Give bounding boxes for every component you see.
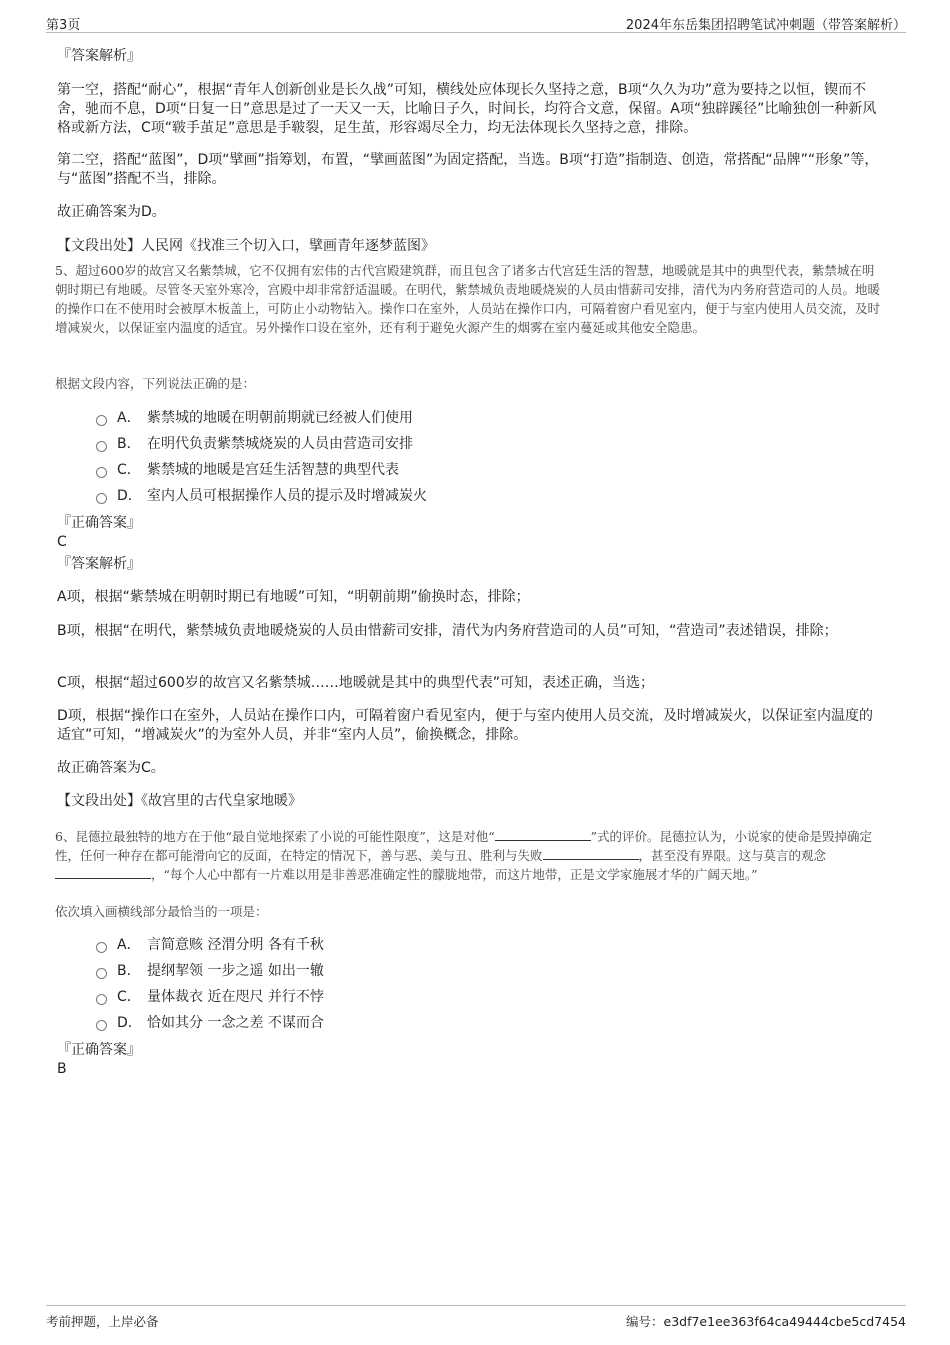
radio-icon[interactable] bbox=[96, 467, 107, 478]
question-text: 5、超过600岁的故宫又名紫禁城，它不仅拥有宏伟的古代宫殿建筑群，而且包含了诸多古代宫廷生活的智慧，地暖就是其中的典型代表，紫禁城在明朝时期已有地暖。尽管冬天室外寒冷，宫殿中却非常舒适温暖。在明代，紫禁城负责地暖烧炭的人员由惜薪司安排，清代为内务府营造司的人员。地暖的操作口在不使用时会被厚木板盖上，可防止小动物钻入。操作口在室外，人员站在操作口内，可隔着窗户看见室内，便于与室内使用人员交流，及时增减炭火，以保证室内温度的适宜。另外操作口设在室外，还有利于避免火源产生的烟雾在室内蔓延或其他安全隐患。 bbox=[55, 263, 881, 335]
answer-label: 『正确答案』 bbox=[57, 1042, 141, 1058]
option-c[interactable]: C． 量体裁衣 近在咫尺 并行不悖 bbox=[96, 986, 324, 1008]
question-prompt: 依次填入画横线部分最恰当的一项是： bbox=[55, 904, 268, 919]
option-d[interactable]: D． 室内人员可根据操作人员的提示及时增减炭火 bbox=[96, 485, 427, 507]
answer-value: B bbox=[57, 1061, 67, 1077]
question-prompt: 根据文段内容，下列说法正确的是： bbox=[55, 376, 256, 391]
fill-blank bbox=[495, 827, 591, 841]
radio-icon[interactable] bbox=[96, 968, 107, 979]
option-b[interactable]: B． 在明代负责紫禁城烧炭的人员由营造司安排 bbox=[96, 433, 413, 455]
document-id: 编号：e3df7e1ee363f64ca49444cbe5cd7454 bbox=[625, 1314, 906, 1329]
answer-value: C bbox=[57, 534, 67, 550]
radio-icon[interactable] bbox=[96, 942, 107, 953]
conclusion: 故正确答案为D。 bbox=[57, 204, 166, 220]
fill-blank bbox=[55, 865, 151, 879]
analysis-item: B项，根据“在明代，紫禁城负责地暖烧炭的人员由惜薪司安排，清代为内务府营造司的人员”可知，“营造司”表述错误，排除； bbox=[57, 623, 838, 639]
option-b[interactable]: B． 提纲挈领 一步之遥 如出一辙 bbox=[96, 960, 324, 982]
fill-blank bbox=[543, 846, 639, 860]
analysis-paragraph: 第二空，搭配“蓝图”，D项“擘画”指筹划，布置，“擘画蓝图”为固定搭配，当选。B项“打造”指制造、创造，常搭配“品牌”“形象”等，与“蓝图”搭配不当，排除。 bbox=[57, 152, 879, 187]
analysis-item: C项，根据“超过600岁的故宫又名紫禁城……地暖就是其中的典型代表”可知，表述正确，当选； bbox=[57, 675, 655, 691]
option-c[interactable]: C． 紫禁城的地暖是宫廷生活智慧的典型代表 bbox=[96, 459, 399, 481]
radio-icon[interactable] bbox=[96, 441, 107, 452]
analysis-label: 『答案解析』 bbox=[57, 556, 141, 572]
option-d[interactable]: D． 恰如其分 一念之差 不谋而合 bbox=[96, 1012, 324, 1034]
radio-icon[interactable] bbox=[96, 994, 107, 1005]
question-text: 6、昆德拉最独特的地方在于他“最自觉地探索了小说的可能性限度”，这是对他“ ”式的评价。昆德拉认为，小说家的使命是毁掉确定性，任何一种存在都可能滑向它的反面，在特定的情况下，善与恶、美与丑、胜利与失败 ，甚至没有界限。这与莫言的观念，“每个人心中都有一片难以用是非善恶准确定性的朦胧地带，而这片地带，正是文学家施展才华的广阔天地。” bbox=[55, 829, 873, 882]
option-a[interactable]: A． 言简意赅 泾渭分明 各有千秋 bbox=[96, 934, 324, 956]
page-header bbox=[46, 10, 906, 33]
analysis-label: 『答案解析』 bbox=[57, 48, 141, 64]
option-a[interactable]: A． 紫禁城的地暖在明朝前期就已经被人们使用 bbox=[96, 407, 413, 429]
radio-icon[interactable] bbox=[96, 415, 107, 426]
page-footer bbox=[46, 1305, 906, 1328]
analysis-item: A项，根据“紫禁城在明朝时期已有地暖”可知，“明朝前期”偷换时态，排除； bbox=[57, 589, 530, 605]
conclusion: 故正确答案为C。 bbox=[57, 760, 165, 776]
analysis-paragraph: 第一空，搭配“耐心”，根据“青年人创新创业是长久战”可知，横线处应体现长久坚持之意，B项“久久为功”意为要持之以恒，锲而不舍，驰而不息，D项“日复一日”意思是过了一天又一天，比喻日子久，时间长，均符合文意，保留。A项“独辟蹊径”比喻独创一种新风格或新方法，C项“皲手茧足”意思是手皲裂，足生茧，形容竭尽全力，均无法体现长久坚持之意，排除。 bbox=[57, 82, 877, 136]
answer-label: 『正确答案』 bbox=[57, 515, 141, 531]
page-number: 第3页 bbox=[46, 18, 81, 33]
footer-slogan: 考前押题，上岸必备 bbox=[46, 1314, 159, 1329]
analysis-item: D项，根据“操作口在室外，人员站在操作口内，可隔着窗户看见室内，便于与室内使用人员交流，及时增减炭火，以保证室内温度的适宜”可知，“增减炭火”的为室外人员，并非“室内人员”，偷换概念，排除。 bbox=[57, 708, 874, 743]
source-citation: 【文段出处】《故宫里的古代皇家地暖》 bbox=[57, 793, 302, 809]
source-citation: 【文段出处】人民网《找准三个切入口，擘画青年逐梦蓝图》 bbox=[57, 238, 435, 254]
radio-icon[interactable] bbox=[96, 1020, 107, 1031]
document-title: 2024年东岳集团招聘笔试冲刺题（带答案解析） bbox=[625, 18, 906, 33]
radio-icon[interactable] bbox=[96, 493, 107, 504]
